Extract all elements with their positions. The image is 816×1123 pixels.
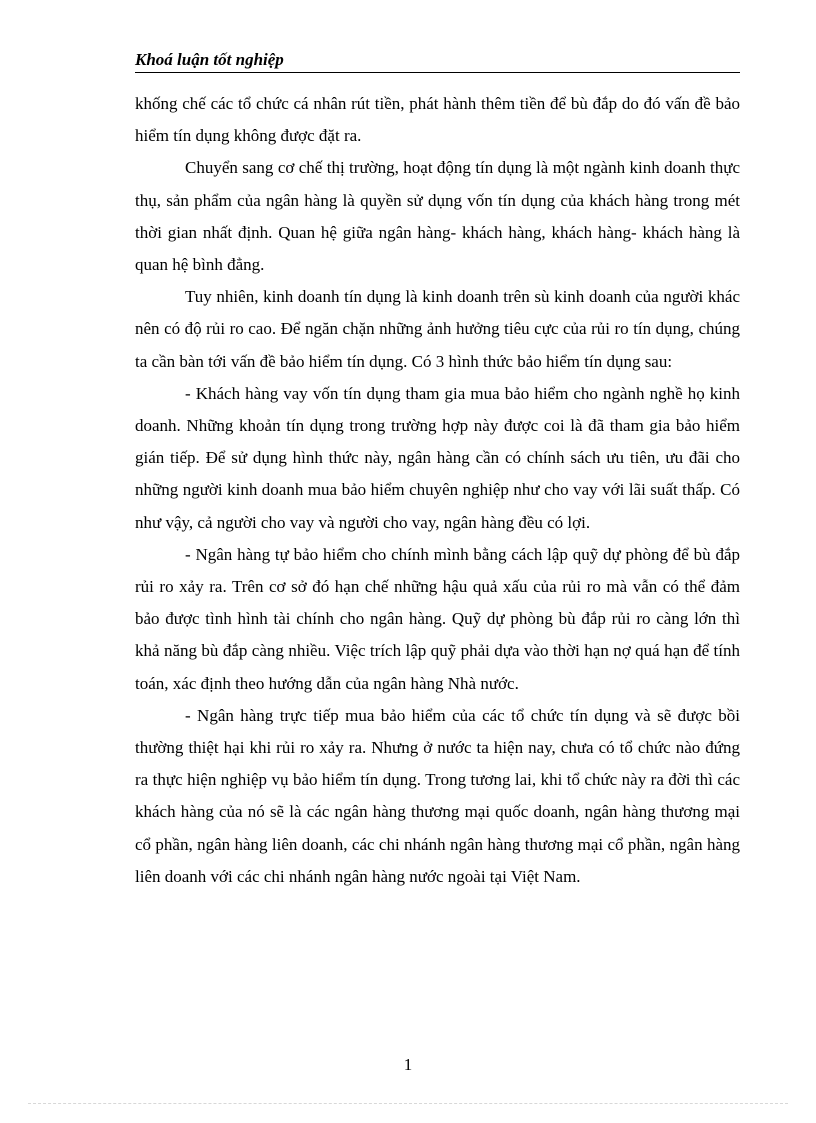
- paragraph-form-1: - Khách hàng vay vốn tín dụng tham gia mua bảo hiểm cho ngành nghề họ kinh doanh. Những khoản tín dụng trong trường hợp này được coi là đã tham gia bảo hiểm gián tiếp. Để sử dụng hình thức này, ngân hàng cần có chính sách ưu tiên, ưu đãi cho những người kinh doanh mua bảo hiểm chuyên nghiệp như cho vay với lãi suất thấp. Có như vậy, cả người cho vay và người cho vay, ngân hàng đều có lợi.: [135, 383, 740, 532]
- paragraph-credit-risk: Tuy nhiên, kinh doanh tín dụng là kinh doanh trên sù kinh doanh của người khác nên có độ rủi ro cao. Để ngăn chặn những ảnh hưởng tiêu cực của rủi ro tín dụng, chúng ta cần bàn tới vấn đề bảo hiểm tín dụng. Có 3 hình thức bảo hiểm tín dụng sau:: [135, 287, 740, 371]
- paragraph-continuation: khống chế các tổ chức cá nhân rút tiền, phát hành thêm tiền để bù đắp do đó vấn đề bảo hiểm tín dụng không được đặt ra.: [135, 94, 740, 146]
- page-bottom-divider: [28, 1103, 788, 1104]
- paragraph-form-2: - Ngân hàng tự bảo hiểm cho chính mình bằng cách lập quỹ dự phòng để bù đắp rủi ro xảy ra. Trên cơ sở đó hạn chế những hậu quả xấu của rủi ro mà vẫn có thể đảm bảo được tình hình tài chính cho ngân hàng. Quỹ dự phòng bù đắp rủi ro càng lớn thì khả năng bù đắp càng nhiều. Việc trích lập quỹ phải dựa vào thời hạn nợ quá hạn để tính toán, xác định theo hướng dẫn của ngân hàng Nhà nước.: [135, 544, 740, 693]
- page-header: [135, 48, 740, 73]
- header-title: Khoá luận tốt nghiệp: [135, 50, 284, 69]
- paragraph-form-3: - Ngân hàng trực tiếp mua bảo hiểm của các tổ chức tín dụng và sẽ được bồi thường thiệt hại khi rủi ro xảy ra. Nhưng ở nước ta hiện nay, chưa có tổ chức nào đứng ra thực hiện nghiệp vụ bảo hiểm tín dụng. Trong tương lai, khi tổ chức này ra đời thì các khách hàng của nó sẽ là các ngân hàng thương mại quốc doanh, ngân hàng thương mại cổ phần, ngân hàng liên doanh, các chi nhánh ngân hàng thương mại cổ phần, ngân hàng liên doanh với các chi nhánh ngân hàng nước ngoài tại Việt Nam.: [135, 705, 740, 886]
- page-number: 1: [403, 1055, 413, 1074]
- paragraph-market-mechanism: Chuyển sang cơ chế thị trường, hoạt động tín dụng là một ngành kinh doanh thực thụ, sản phẩm của ngân hàng là quyền sử dụng vốn tín dụng của khách hàng trong mét thời gian nhất định. Quan hệ giữa ngân hàng- khách hàng, khách hàng- khách hàng là quan hệ bình đẳng.: [135, 158, 740, 275]
- body-text: [135, 88, 740, 893]
